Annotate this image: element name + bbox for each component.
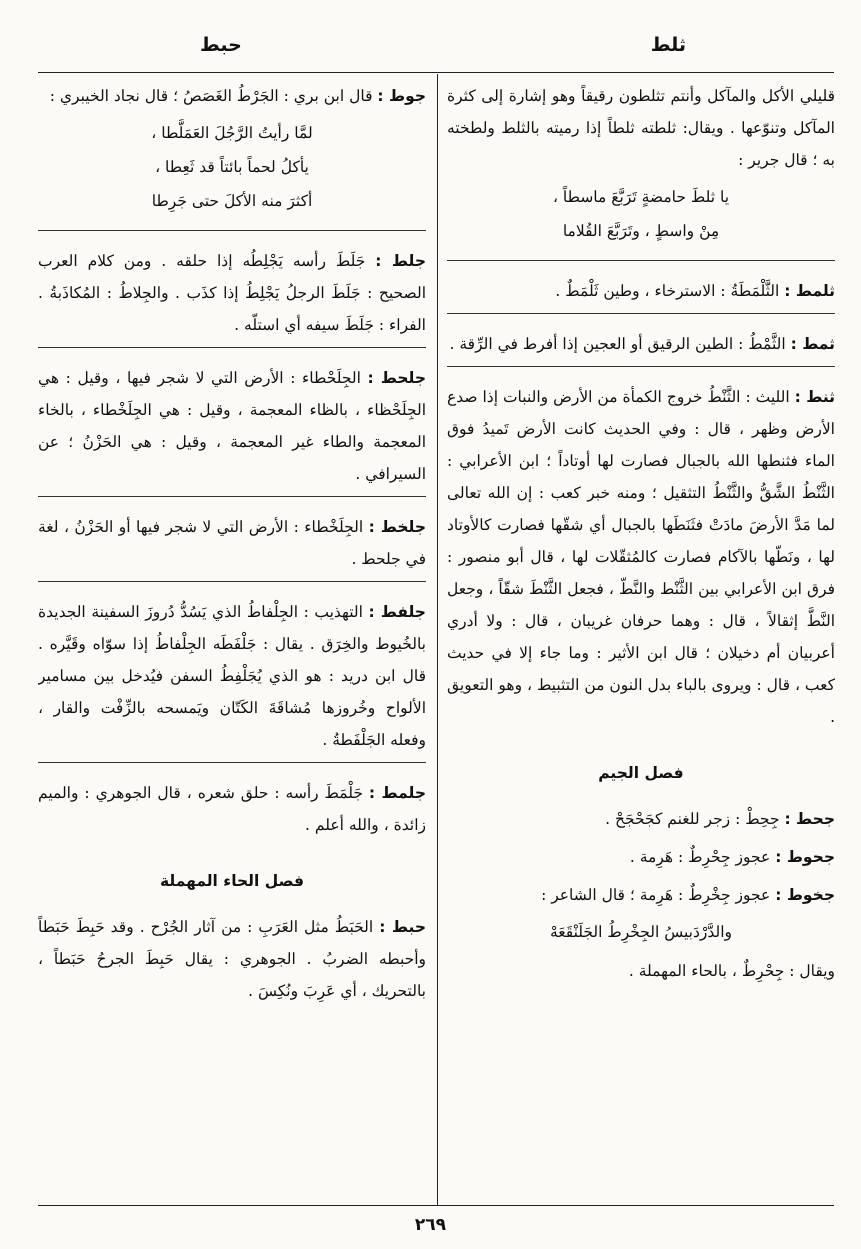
entry-text: الجِلَخْطاء : الأرض التي لا شجر فيها أو الحَزْنُ ، لغة في جلحط . — [38, 518, 426, 568]
headword: جخوط : — [775, 886, 835, 904]
entry-thamat — [447, 328, 835, 367]
poem-verse — [447, 180, 835, 248]
entry-jahat — [447, 803, 835, 835]
entry-habat — [38, 911, 426, 1013]
verse-line: أكثرَ منه الأكلَ حتى جَرِطا — [151, 192, 313, 210]
entry-text: الليث : الثَّنْطُ خروج الكمأة من الأرض والنبات إذا صدع الأرض وظهر ، قال : وفي الحديث كانت الأرض تَميدُ فوق الماء فثنطها الله بالجبال فصارت لها أوتاداً ؛ ابن الأعرابي : الثَّنْطُ الشَّقُّ والثَّنْطُ التثقيل ؛ ومنه خبر كعب : إن الله تعالى لما مَدَّ الأرضَ مادَتْ فثَنَطَها بالجبال أي شقّها فصارت كالأوتاد لها ، ونَطّها بالآكام فصارت كالمُثقّلات لها ، قال أبو منصور : فرق ابن الأعرابي بين الثَّنْط والنَّطّ ، فجعل الثَّنْطَ شقّاً ، وجعل النَّطَّ إثقالاً ، قال : وهما حرفان غريبان ، قال : ولا أدري أعربيان أم دخيلان ؛ قال ابن الأثير : وما جاء إلا في حديث كعب ، قال : ويروى بالباء بدل النون من التثبيط ، وهو التعويق . — [447, 388, 835, 726]
column-divider — [437, 74, 438, 1205]
entry-jalmat — [38, 777, 426, 847]
headword: جحط : — [784, 810, 835, 828]
headword: جوط : — [377, 87, 426, 105]
bottom-rule — [38, 1205, 834, 1206]
poem-verse — [38, 116, 426, 218]
entry-thalat-continued — [447, 80, 835, 261]
headword: حبط : — [379, 918, 426, 936]
entry-text: جَلْمَطَ رأسه : حلق شعره ، قال الجوهري : والميم زائدة ، والله أعلم . — [38, 784, 426, 834]
top-rule — [38, 72, 834, 73]
verse-line: لمَّا رأيتُ الرَّجُلَ العَمَلَّطا ، — [151, 124, 313, 142]
entry-text: التهذيب : الجِلْفاطُ الذي يَسُدُّ دُروزَ السفينة الجديدة بالخُيوط والخِرَق . يقال : جَلْفَطَه الجِلْفاطُ إذا سوّاه وقَيَّره . قال ابن دريد : هو الذي يُجَلْفِطُ السفن فيُدخل بين مسامير الألواح وخُروزها مُشاقَةَ الكَتّان ويَمسحه بالزِّفْت والقار ، وفعله الجَلْفَطةُ . — [38, 603, 426, 749]
entry-thanat — [447, 381, 835, 739]
entry-text: عجوز جِخْرِطٌ : هَرِمة ؛ قال الشاعر : — [541, 886, 776, 904]
entry-jalfat — [38, 596, 426, 763]
verse-line: يأكلُ لحماً بائتاً قد ثَعِطا ، — [155, 158, 309, 176]
headword: ثنط : — [794, 388, 835, 406]
headword: جلحط : — [367, 369, 426, 387]
entry-text: الثَّلْمَطَةُ : الاسترخاء ، وطين ثَلْمَطٌ . — [555, 282, 785, 300]
entry-text: الجِلَحْطاء : الأرض التي لا شجر فيها ، وقيل : هي الجِلَحْظاء ، بالظاء المعجمة ، وقيل : هي الجِلَخْطاء ، بالخاء المعجمة والطاء غير المعجمة ، وقيل : هي الحَزْنُ ؛ عن السيرافي . — [38, 369, 426, 483]
running-head-left: حبط — [200, 34, 242, 56]
section-title-ha: فصل الحاء المهملة — [160, 872, 304, 890]
headword: ثلمط : — [784, 282, 835, 300]
entry-jahrat — [447, 841, 835, 873]
entry-text: ويقال : جِحْرِطٌ ، بالحاء المهملة . — [628, 962, 835, 980]
verse-line: يا ثلطَ حامضةٍ تَرَبَّعَ ماسطاً ، — [552, 188, 730, 206]
entry-text: قليلي الأكل والمآكل وأنتم تثلطون رقيقاً وهو إشارة إلى كثرة المآكل وتنوّعها . ويقال: ثلطته ثلطاً إذا رميته بالثلط ولطخته به ؛ قال جرير : — [447, 87, 835, 169]
headword: جلخط : — [368, 518, 426, 536]
entry-text: جَلَطَ رأسه يَجْلِطُه إذا حلقه . ومن كلام العرب الصحيح : جَلَطَ الرجلُ يَجْلِطُ إذا كذَب . والجِلاطُ : المُكاذَبةُ . الفراء : جَلَطَ سيفه أي استلّه . — [38, 252, 426, 334]
headword: ثمط : — [790, 335, 835, 353]
running-head — [0, 34, 861, 64]
entry-thalmat — [447, 275, 835, 314]
entry-jalhat — [38, 362, 426, 497]
page-number: ٢٦٩ — [414, 1215, 447, 1235]
headword: جحوط : — [775, 848, 835, 866]
poem-verse — [447, 915, 835, 949]
headword: جلفط : — [368, 603, 426, 621]
headword: جلمط : — [368, 784, 426, 802]
left-column — [38, 80, 426, 1200]
verse-line: والدَّرْدَبيسُ الجِخْرِطُ الجَلَنْقَعَهْ — [549, 923, 733, 941]
entry-text: عجوز جِحْرِطٌ : هَرِمة . — [629, 848, 776, 866]
entry-jalat — [38, 245, 426, 348]
right-column — [447, 80, 835, 1200]
entry-jakhrat — [447, 879, 835, 993]
entry-text: قال ابن بري : الجَرْطُ الغَصَصُ ؛ قال نجاد الخيبري : — [49, 87, 378, 105]
entry-jalkhat — [38, 511, 426, 582]
verse-line: مِنْ واسطٍ ، وتَرَبَّعَ القُلاما — [562, 222, 720, 240]
entry-jarat — [38, 80, 426, 231]
headword: جلط : — [375, 252, 426, 270]
entry-text: جِحِطْ : زجر للغنم كجَحْجَحْ . — [605, 810, 785, 828]
entry-text: الثَّمْطُ : الطين الرقيق أو العجين إذا أفرط في الرِّقة . — [449, 335, 791, 353]
running-head-right: ثلط — [650, 34, 686, 56]
section-title-jim: فصل الجيم — [598, 764, 684, 782]
entry-text: الحَبَطُ مثل العَرَبِ : من آثار الجُرْح . وقد حَبِطَ حَبَطاً وأحبطه الضربُ . الجوهري : يقال حَبِطَ الجرحُ حَبَطاً ، بالتحريك ، أي عَرِبَ ونُكِسَ . — [38, 918, 426, 1000]
